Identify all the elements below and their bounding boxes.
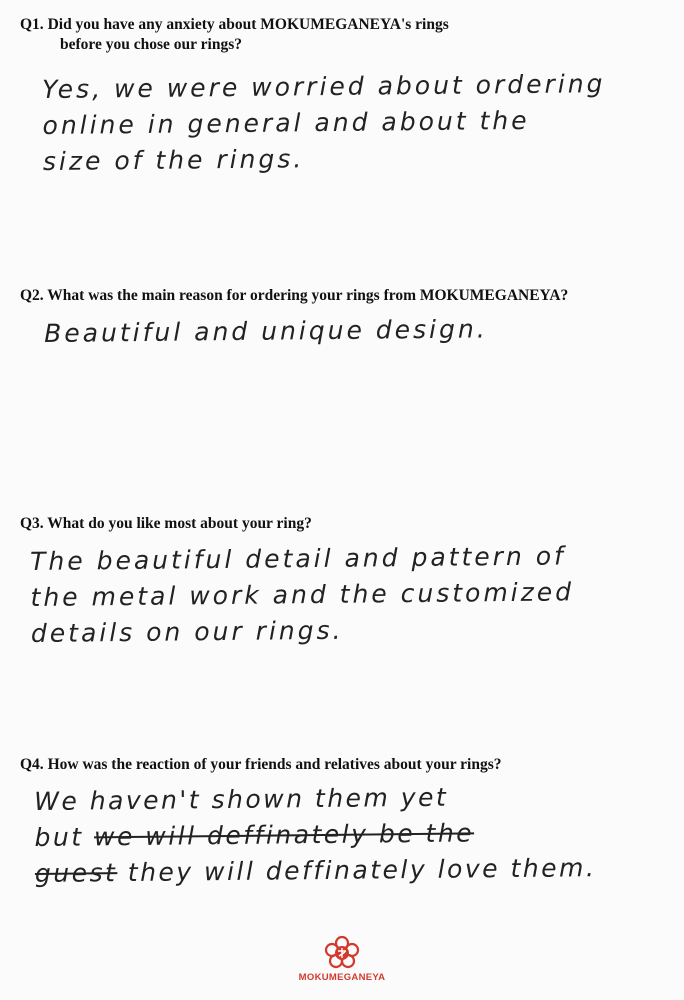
question-1-label: Q1. [20, 16, 44, 33]
answer-4-struck-text: we will deffinately be the [93, 818, 475, 852]
answer-3-line: the metal work and the customized [30, 577, 575, 612]
answer-1-line: size of the rings. [42, 144, 305, 176]
answer-4 [34, 778, 597, 892]
cherry-blossom-icon [323, 934, 361, 970]
question-4-label: Q4. [20, 756, 44, 773]
question-3 [20, 514, 312, 534]
answer-2 [44, 311, 488, 352]
answer-3-line: details on our rings. [30, 615, 344, 648]
answer-1-line: online in general and about the [42, 105, 530, 140]
answer-2-line: Beautiful and unique design. [44, 314, 488, 348]
question-2-text: What was the main reason for ordering your rings from MOKUMEGANEYA? [47, 287, 569, 304]
question-4-text: How was the reaction of your friends and relatives about your rings? [47, 756, 502, 773]
answer-3-line: The beautiful detail and pattern of [30, 541, 566, 576]
question-1-text-line2: before you chose our rings? [60, 36, 242, 53]
answer-4-struck-text: guest [34, 858, 118, 888]
answer-4-text: they will deffinately love them. [127, 853, 597, 888]
question-4 [20, 755, 502, 775]
question-1 [20, 15, 449, 55]
brand-name: MOKUMEGANEYA [298, 972, 386, 983]
answer-4-text: but [34, 822, 84, 852]
question-2-label: Q2. [20, 287, 44, 304]
answer-4-line [35, 850, 597, 892]
answer-1-line: Yes, we were worried about ordering [42, 69, 606, 104]
answer-4-line: We haven't shown them yet [34, 782, 449, 816]
answer-3 [30, 538, 575, 652]
brand-logo [0, 934, 684, 983]
question-2 [20, 286, 568, 306]
answer-4-line [34, 814, 596, 856]
answer-1 [42, 66, 606, 180]
question-1-text: Did you have any anxiety about MOKUMEGANEYA's rings [47, 16, 449, 33]
question-3-label: Q3. [20, 515, 44, 532]
question-3-text: What do you like most about your ring? [47, 515, 312, 532]
